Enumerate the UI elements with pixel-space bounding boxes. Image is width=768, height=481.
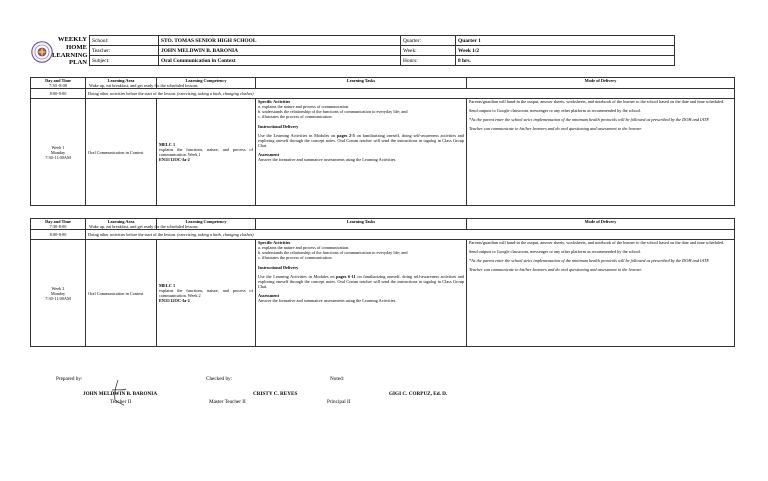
time-range: 7:30-11:00AM bbox=[45, 295, 71, 301]
col-learning-area: Learning Area bbox=[86, 219, 157, 230]
time-slot-2: 8:00-9:00 bbox=[31, 89, 86, 99]
mode-online: Send outputs to Google classroom, messenger or any other platform as recommended by the school. bbox=[469, 108, 642, 114]
mode-online: Send outputs to Google classroom, messenger or any other platform as recommended by the school. bbox=[469, 249, 642, 255]
noted-label: Noted: bbox=[330, 376, 345, 382]
quarter-label: Quarter: bbox=[401, 36, 456, 46]
col-learning-tasks: Learning Tasks bbox=[256, 219, 467, 230]
mode-of-delivery-cell bbox=[467, 240, 735, 347]
week-2-plan-table bbox=[30, 218, 735, 347]
col-day-time-label: Day and Time bbox=[45, 78, 71, 83]
competency-cell bbox=[157, 99, 256, 206]
wake-up-task: Wake up, eat breakfast, and get ready for the scheduled lessons. bbox=[89, 224, 199, 229]
prepared-by-title: Teacher II bbox=[110, 399, 132, 405]
col-learning-competency: Learning Competency bbox=[157, 219, 256, 230]
wake-up-task: Wake up, eat breakfast, and get ready for the scheduled lessons. bbox=[89, 83, 199, 88]
assessment-title: Assessment bbox=[258, 292, 280, 298]
mode-of-delivery-cell bbox=[467, 99, 735, 206]
specific-activity-c: c. illustrates the process of communication. bbox=[258, 114, 333, 120]
mode-health-protocol: *As the parent enter the school strict implementation of the minimum health protocols will be followed as prescribed by the DOH and IATF. bbox=[469, 117, 710, 123]
specific-activity-b: b. understands the relationship of the functions of communication to everyday life; and bbox=[258, 109, 408, 115]
melc-description: explains the functions, nature, and process of communication. Week 2 bbox=[159, 288, 253, 299]
col-learning-tasks: Learning Tasks bbox=[256, 78, 467, 89]
quarter-value: Quarter 1 bbox=[456, 36, 675, 46]
learning-area-cell: Oral Communication in Context bbox=[86, 99, 157, 206]
specific-activities-title: Specific Activities bbox=[258, 99, 291, 105]
melc-title: MELC 1 bbox=[159, 283, 176, 288]
col-learning-competency: Learning Competency bbox=[157, 78, 256, 89]
learning-tasks-cell bbox=[256, 99, 467, 206]
col-day-time bbox=[31, 78, 86, 89]
time-slot-1: 7:30-8:00 bbox=[49, 224, 67, 230]
pre-lesson-examples: (exercising, taking a bath, changing clothes) bbox=[177, 232, 254, 238]
checked-by-name: CRISTY C. REYES bbox=[253, 391, 298, 397]
title-line-home: HOME bbox=[66, 43, 87, 51]
header-info-table bbox=[89, 35, 675, 66]
mode-hand-in: Parents/guardian will hand-in the output, answer sheets, worksheets, and notebook of the learner to the school based on the date and time scheduled. bbox=[469, 99, 725, 105]
mode-teacher-communication: Teacher can communicate to his/her learners and do oral questioning and assessment to the learner. bbox=[469, 126, 642, 132]
instr-text-pre: Use the Learning Activities in Modules on bbox=[258, 132, 338, 138]
time-slot-2: 8:00-9:00 bbox=[31, 230, 86, 240]
instructional-delivery-title: Instructional Delivery bbox=[258, 264, 299, 270]
school-label: School: bbox=[90, 36, 159, 46]
title-line-weekly: WEEKLY bbox=[57, 36, 87, 43]
teacher-name: JOHN MELDWIN B. BARONIA bbox=[159, 46, 401, 56]
mode-hand-in: Parents/guardian will hand-in the output, answer sheets, worksheets, and notebook of the learner to the school based on the date and time scheduled. bbox=[469, 240, 725, 246]
day-time-cell bbox=[31, 99, 86, 206]
module-pages: pages 2-5 bbox=[337, 132, 355, 138]
pre-lesson-activity bbox=[86, 230, 735, 240]
pre-lesson-text: Doing other activities before the start of the lesson. bbox=[88, 91, 176, 97]
deped-seal-logo bbox=[31, 41, 53, 63]
instr-text-post: on familiarizing oneself, doing self-awareness activities and exploring oneself through the concept notes. Oral Comm teacher will send the instructions in tagalog in Class Group Chat. bbox=[258, 132, 465, 148]
weekday: Monday bbox=[50, 290, 66, 296]
assessment-text: Answer the formative and summative assessments using the Learning Activities. bbox=[258, 298, 397, 304]
noted-by-name: GIGI C. CORPUZ, Ed. D. bbox=[389, 391, 448, 397]
prepared-by-label: Prepared by: bbox=[56, 376, 83, 382]
week-label: Week: bbox=[401, 46, 456, 56]
day-time-cell bbox=[31, 240, 86, 347]
time-slot-1: 7:30 -8:00 bbox=[49, 83, 67, 89]
noted-by-title: Principal II bbox=[327, 399, 351, 405]
mode-teacher-communication: Teacher can communicate to his/her learners and do oral questioning and assessment to the learner. bbox=[469, 267, 642, 273]
instructional-delivery-text bbox=[258, 133, 464, 148]
instructional-delivery-title: Instructional Delivery bbox=[258, 123, 299, 129]
mode-health-protocol: *As the parent enter the school strict implementation of the minimum health protocols will be followed as prescribed by the DOH and IATF. bbox=[469, 258, 710, 264]
col-mode-of-delivery: Mode of Delivery bbox=[467, 219, 735, 230]
subject-name: Oral Communication in Context bbox=[159, 56, 401, 66]
specific-activity-a: a. explains the nature and process of communication. bbox=[258, 245, 350, 251]
col-day-time bbox=[31, 219, 86, 230]
title-line-plan: PLAN bbox=[69, 59, 87, 67]
specific-activity-c: c. illustrates the process of communication. bbox=[258, 255, 333, 261]
col-mode-of-delivery: Mode of Delivery bbox=[467, 78, 735, 89]
assessment-text: Answer the formative and summative assessments using the Learning Activities. bbox=[258, 157, 397, 163]
specific-activities-title: Specific Activities bbox=[258, 240, 291, 246]
learning-tasks-cell bbox=[256, 240, 467, 347]
melc-code: EN11/12OC-Ia-2 bbox=[159, 298, 190, 304]
instructional-delivery-text bbox=[258, 274, 464, 289]
assessment-title: Assessment bbox=[258, 151, 280, 157]
module-pages: pages 6-11 bbox=[336, 273, 356, 279]
week-1-plan-table bbox=[30, 77, 735, 206]
week-number: Week 2 bbox=[51, 285, 65, 291]
teacher-label: Teacher: bbox=[90, 46, 159, 56]
time-range: 7:30-11:00AM bbox=[45, 154, 71, 160]
specific-activity-a: a. explains the nature and process of communication. bbox=[258, 104, 350, 110]
melc-description: explains the functions, nature, and process of communication. Week 1 bbox=[159, 147, 253, 158]
competency-cell bbox=[157, 240, 256, 347]
checked-by-title: Master Teacher II bbox=[209, 399, 246, 405]
hours-value: 8 hrs. bbox=[456, 56, 675, 66]
pre-lesson-examples: (exercising, taking a bath, changing clothes) bbox=[177, 91, 254, 97]
specific-activity-b: b. understands the relationship of the functions of communication to everyday life; and bbox=[258, 250, 408, 256]
melc-title: MELC 1 bbox=[159, 142, 176, 147]
learning-area-cell: Oral Communication in Context bbox=[86, 240, 157, 347]
prepared-by-name: JOHN MELDWIN B. BARONIA bbox=[83, 391, 158, 397]
instr-text-post: on familiarizing oneself, doing self-awareness activities and exploring oneself through the concept notes. Oral Comm teacher will send the instructions in tagalog in Class Group Chat. bbox=[258, 273, 465, 289]
pre-lesson-activity bbox=[86, 89, 735, 99]
col-day-time-label: Day and Time bbox=[45, 219, 71, 224]
pre-lesson-text: Doing other activities before the start of the lesson. bbox=[88, 232, 176, 238]
plan-title bbox=[52, 36, 87, 67]
melc-code: EN11/12OC-Ia-2 bbox=[159, 157, 190, 163]
week-number: Week 1 bbox=[51, 144, 65, 150]
school-name: STO. TOMAS SENIOR HIGH SCHOOL bbox=[159, 36, 401, 46]
title-line-learning: LEARNING bbox=[52, 51, 88, 59]
col-learning-area: Learning Area bbox=[86, 78, 157, 89]
hours-label: Hours: bbox=[401, 56, 456, 66]
weekday: Monday bbox=[50, 149, 66, 155]
checked-by-label: Checked by: bbox=[206, 376, 233, 382]
week-value: Week 1/2 bbox=[456, 46, 675, 56]
instr-text-pre: Use the Learning Activities in Modules on bbox=[258, 273, 337, 279]
subject-label: Subject: bbox=[90, 56, 159, 66]
